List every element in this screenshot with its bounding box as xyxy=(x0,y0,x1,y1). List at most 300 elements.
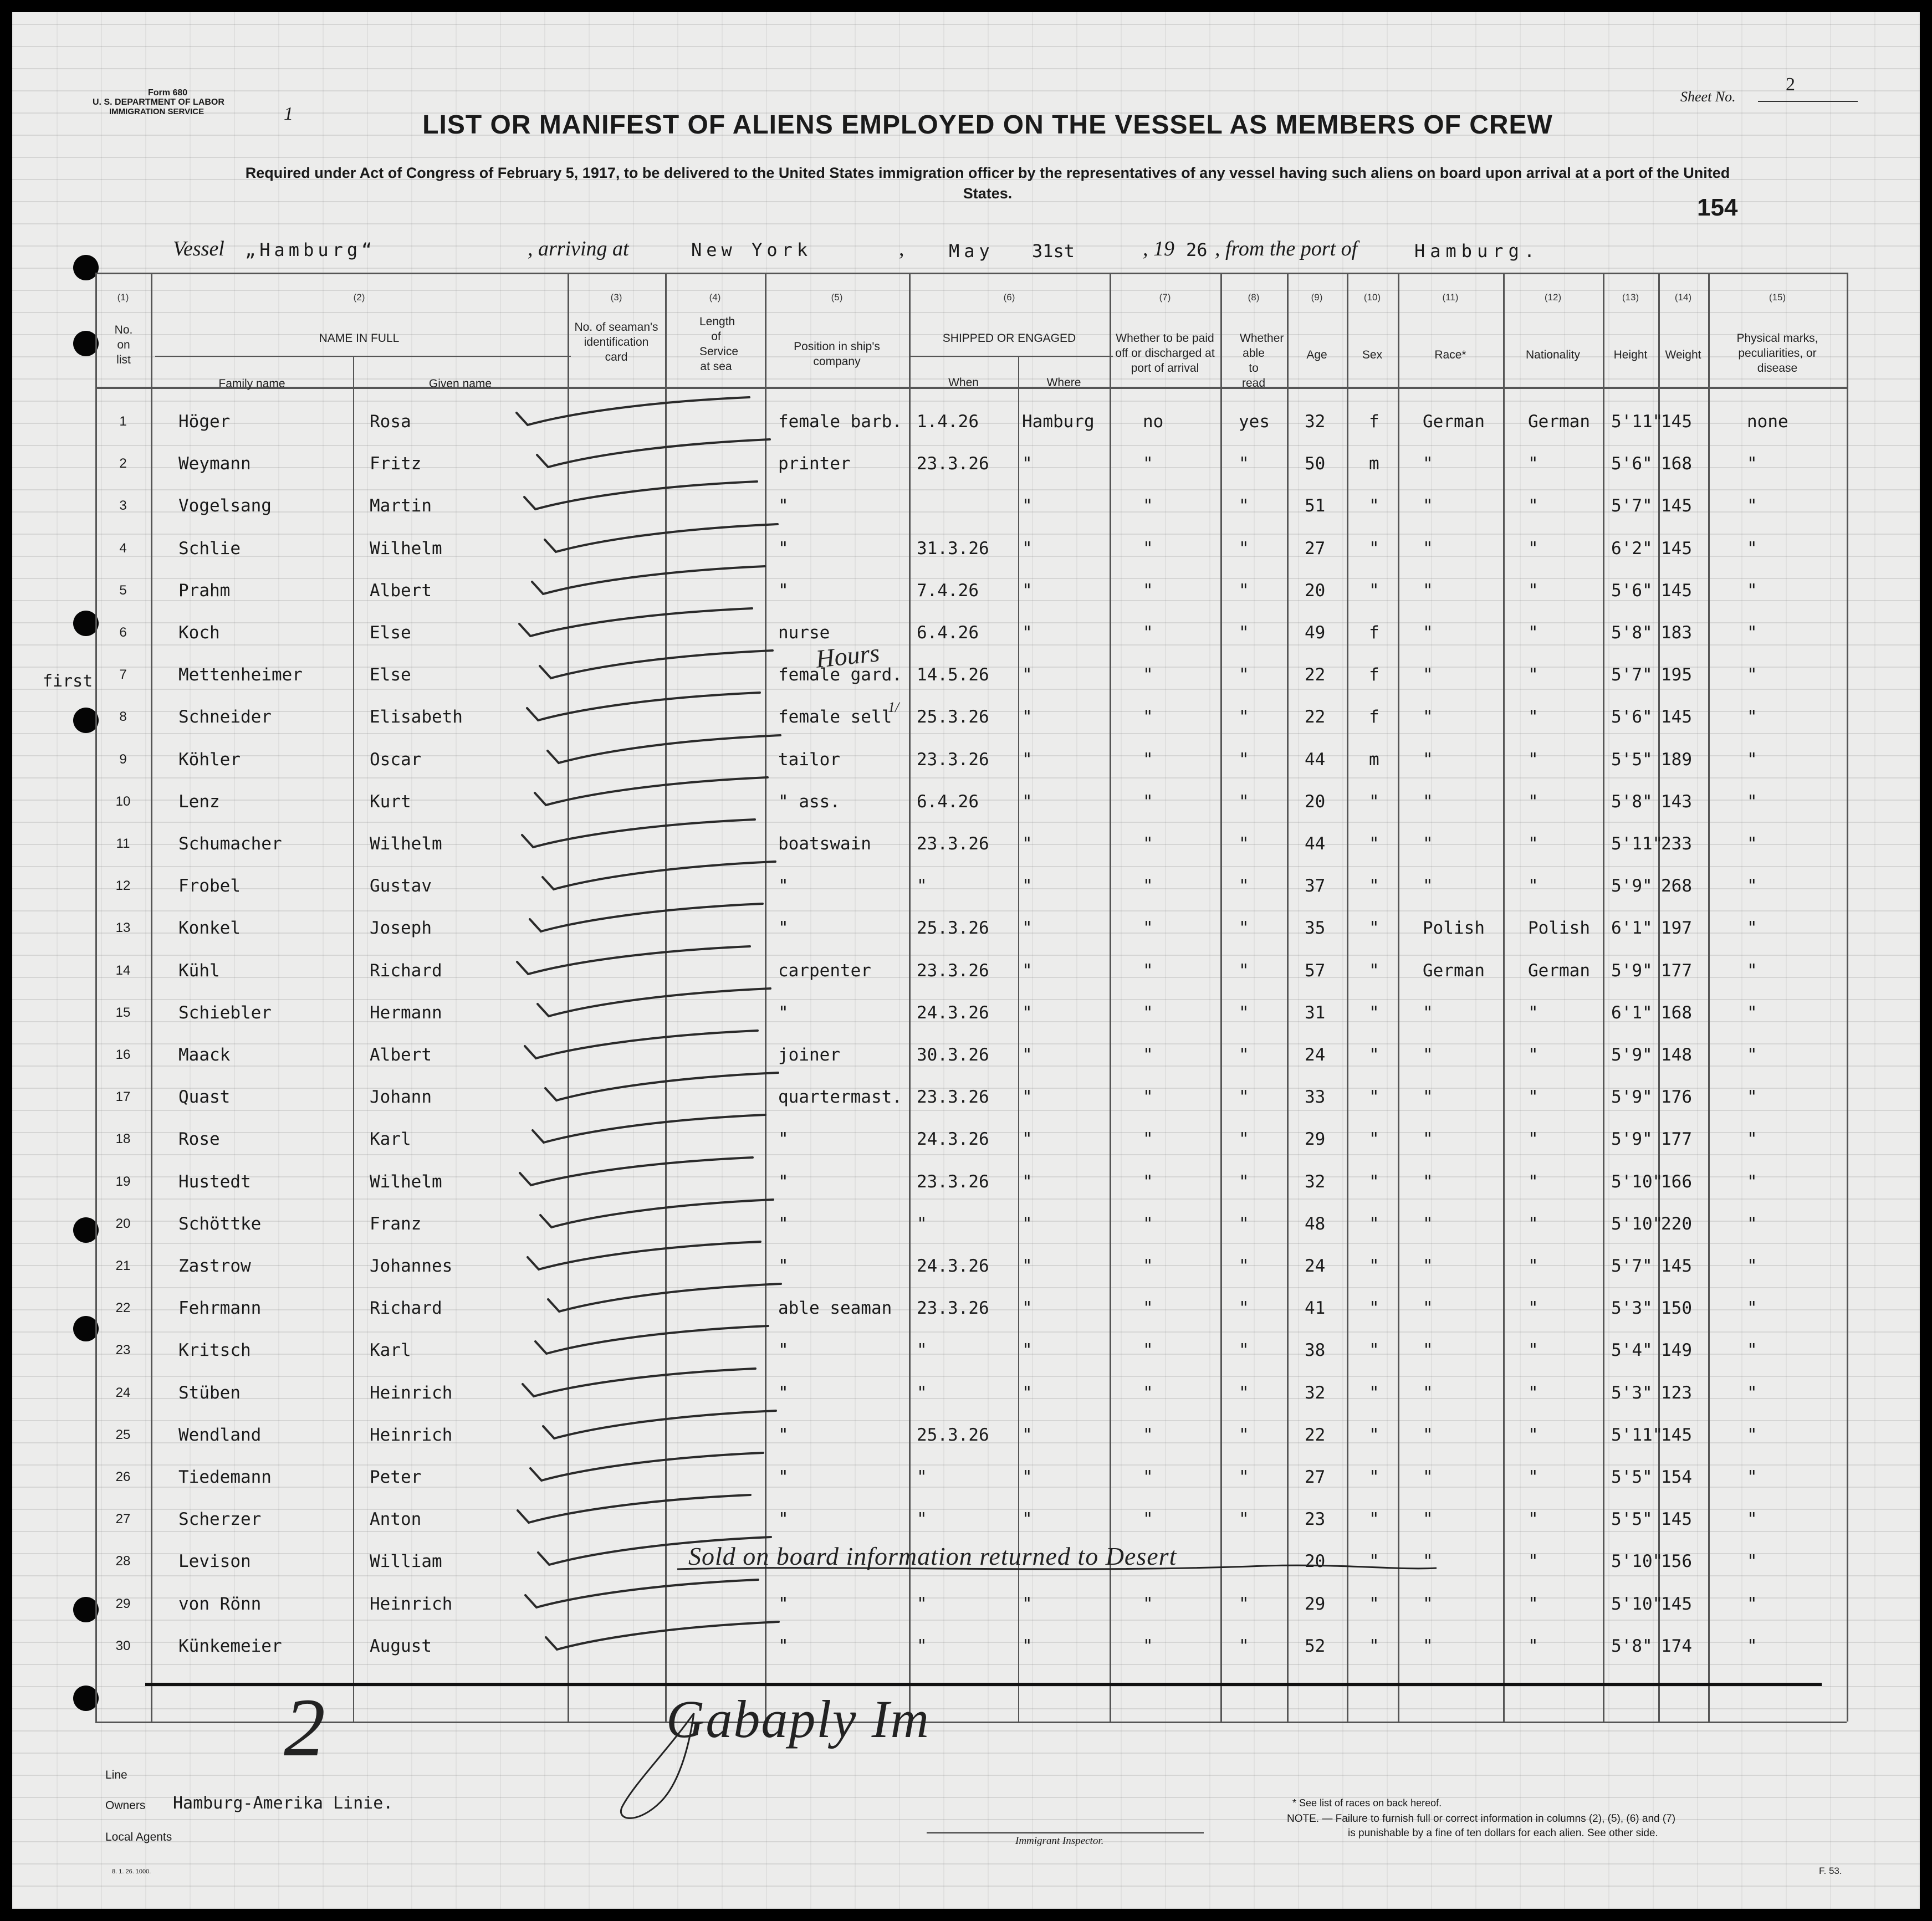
row-number: 26 xyxy=(115,1469,131,1484)
nationality: " xyxy=(1528,538,1539,559)
shipped-where: " xyxy=(1022,580,1033,601)
physical-marks: " xyxy=(1747,791,1757,812)
race: German xyxy=(1423,960,1485,981)
check-mark xyxy=(532,1410,842,1443)
sex: f xyxy=(1369,707,1379,728)
race: " xyxy=(1423,538,1433,559)
check-mark xyxy=(517,1241,827,1274)
form-number: Form 680 xyxy=(148,88,188,98)
sex: " xyxy=(1369,1509,1379,1530)
table-row xyxy=(12,1626,1920,1668)
height: 5'11" xyxy=(1611,834,1663,854)
race: " xyxy=(1423,580,1433,601)
race: " xyxy=(1423,1129,1433,1150)
physical-marks: " xyxy=(1747,1509,1757,1530)
able-to-read: " xyxy=(1239,1509,1249,1530)
nationality: Polish xyxy=(1528,918,1590,939)
shipped-where: " xyxy=(1022,1129,1033,1150)
age: 41 xyxy=(1305,1298,1326,1319)
table-row xyxy=(12,1288,1920,1330)
shipped-where: " xyxy=(1022,1594,1033,1614)
inspector-label: Immigrant Inspector. xyxy=(1015,1835,1104,1847)
weight: 176 xyxy=(1661,1087,1692,1108)
nationality: " xyxy=(1528,707,1539,728)
nationality: German xyxy=(1528,412,1590,432)
height: 5'6" xyxy=(1611,707,1653,728)
shipped-where: " xyxy=(1022,1467,1033,1487)
shipped-when: " xyxy=(917,1467,927,1487)
weight: 177 xyxy=(1661,960,1692,981)
nationality: " xyxy=(1528,1171,1539,1192)
able-to-read: " xyxy=(1239,1467,1249,1487)
column-header-given: Given name xyxy=(428,377,492,390)
vessel-label: Vessel xyxy=(173,237,224,260)
sex: " xyxy=(1369,791,1379,812)
height: 5'11" xyxy=(1611,412,1663,432)
weight: 168 xyxy=(1661,1002,1692,1023)
paid-off: " xyxy=(1143,1298,1153,1319)
shipped-when: 25.3.26 xyxy=(917,918,989,939)
nationality: " xyxy=(1528,1425,1539,1445)
row-number: 14 xyxy=(115,962,131,978)
row-number: 9 xyxy=(119,751,127,767)
nationality: " xyxy=(1528,791,1539,812)
paid-off: " xyxy=(1143,1087,1153,1108)
shipped-where: " xyxy=(1022,1045,1033,1065)
shipped-when: 14.5.26 xyxy=(917,665,989,685)
family-name: Scherzer xyxy=(178,1509,262,1530)
column-number: (5) xyxy=(831,292,843,303)
height: 5'7" xyxy=(1611,496,1653,516)
table-row xyxy=(12,1119,1920,1161)
shipped-where: " xyxy=(1022,1298,1033,1319)
family-name: Koch xyxy=(178,623,220,643)
weight: 233 xyxy=(1661,834,1692,854)
physical-marks: " xyxy=(1747,1467,1757,1487)
physical-marks: " xyxy=(1747,960,1757,981)
sex: " xyxy=(1369,1002,1379,1023)
row-number: 20 xyxy=(115,1216,131,1231)
age: 22 xyxy=(1305,1425,1326,1445)
departure-port: Hamburg. xyxy=(1414,240,1540,262)
shipped-where: " xyxy=(1022,665,1033,685)
race: " xyxy=(1423,834,1433,854)
able-to-read: " xyxy=(1239,918,1249,939)
sex: " xyxy=(1369,918,1379,939)
family-name: Mettenheimer xyxy=(178,665,303,685)
column-header-race: Race* xyxy=(1434,349,1466,361)
sex: f xyxy=(1369,665,1379,685)
sex: " xyxy=(1369,496,1379,516)
corner-mark: 1 xyxy=(284,104,293,124)
position: " xyxy=(778,1636,789,1656)
physical-marks: " xyxy=(1747,1171,1757,1192)
able-to-read: " xyxy=(1239,454,1249,474)
column-number: (13) xyxy=(1622,292,1639,303)
sex: " xyxy=(1369,834,1379,854)
row-number: 3 xyxy=(119,498,127,514)
shipped-when: 31.3.26 xyxy=(917,538,989,559)
check-mark xyxy=(516,691,826,725)
row-number: 2 xyxy=(119,456,127,472)
weight: 183 xyxy=(1661,623,1692,643)
table-row xyxy=(12,486,1920,527)
check-mark xyxy=(529,1198,840,1232)
sex: " xyxy=(1369,1382,1379,1403)
position: " xyxy=(778,1129,789,1150)
sex: " xyxy=(1369,1213,1379,1234)
check-mark xyxy=(519,903,829,939)
comma: , xyxy=(899,237,904,260)
column-header-service: Length of Service at sea xyxy=(699,315,739,373)
shipped-where: " xyxy=(1022,1340,1033,1361)
sex: " xyxy=(1369,1636,1379,1656)
family-name: Schneider xyxy=(178,707,272,728)
family-name: Prahm xyxy=(178,580,231,601)
weight: 189 xyxy=(1661,749,1692,770)
family-name: Fehrmann xyxy=(178,1298,262,1319)
sex: " xyxy=(1369,1298,1379,1319)
shipped-when: 23.3.26 xyxy=(917,454,989,474)
sheet-number: 2 xyxy=(1786,74,1795,95)
height: 5'3" xyxy=(1611,1298,1653,1319)
table-row xyxy=(12,1162,1920,1203)
given-name: Karl xyxy=(370,1129,411,1150)
paid-off: " xyxy=(1143,665,1153,685)
races-note: * See list of races on back hereof. xyxy=(1292,1797,1442,1809)
position: " xyxy=(778,580,789,601)
age: 32 xyxy=(1305,412,1326,432)
race: " xyxy=(1423,1298,1433,1319)
strike-line xyxy=(677,1558,1442,1580)
age: 57 xyxy=(1305,960,1326,981)
able-to-read: " xyxy=(1239,834,1249,854)
given-name: Anton xyxy=(370,1509,422,1530)
family-name: Kühl xyxy=(178,960,220,981)
sex: " xyxy=(1369,1087,1379,1108)
shipped-when: " xyxy=(917,1594,927,1614)
sex: " xyxy=(1369,1171,1379,1192)
physical-marks: " xyxy=(1747,1045,1757,1065)
family-name: Weymann xyxy=(178,454,251,474)
column-number: (10) xyxy=(1363,292,1381,303)
shipped-where: " xyxy=(1022,1636,1033,1656)
able-to-read: " xyxy=(1239,707,1249,728)
able-to-read: " xyxy=(1239,960,1249,981)
paid-off: " xyxy=(1143,538,1153,559)
race: German xyxy=(1423,412,1485,432)
table-row xyxy=(12,613,1920,654)
check-mark xyxy=(524,1325,835,1361)
sex: " xyxy=(1369,1594,1379,1614)
physical-marks: " xyxy=(1747,1551,1757,1572)
position: " xyxy=(778,1594,789,1614)
paid-off: " xyxy=(1143,580,1153,601)
race: " xyxy=(1423,1636,1433,1656)
nationality: " xyxy=(1528,1298,1539,1319)
family-name: Wendland xyxy=(178,1425,262,1445)
able-to-read: " xyxy=(1239,1002,1249,1023)
shipped-when: 7.4.26 xyxy=(917,580,979,601)
sex: " xyxy=(1369,1467,1379,1487)
column-number: (4) xyxy=(709,292,721,303)
nationality: " xyxy=(1528,1002,1539,1023)
arrival-day: 31st xyxy=(1032,240,1075,262)
height: 6'2" xyxy=(1611,538,1653,559)
page-title: LIST OR MANIFEST OF ALIENS EMPLOYED ON THE VESSEL AS MEMBERS OF CREW xyxy=(422,110,1553,140)
check-mark xyxy=(521,565,831,598)
age: 49 xyxy=(1305,623,1326,643)
table-row xyxy=(12,529,1920,570)
signature-flourish xyxy=(600,1708,722,1830)
weight: 145 xyxy=(1661,707,1692,728)
able-to-read: " xyxy=(1239,1382,1249,1403)
vessel-name: „Hamburg“ xyxy=(245,239,376,260)
given-name: Richard xyxy=(370,1298,442,1319)
able-to-read: " xyxy=(1239,1129,1249,1150)
paid-off: " xyxy=(1143,960,1153,981)
table-row xyxy=(12,1584,1920,1626)
height: 5'9" xyxy=(1611,1045,1653,1065)
row-number: 4 xyxy=(119,540,127,556)
physical-marks: " xyxy=(1747,1425,1757,1445)
column-header-where: Where xyxy=(1046,376,1081,389)
weight: 149 xyxy=(1661,1340,1692,1361)
row-number: 5 xyxy=(119,582,127,598)
row-number: 25 xyxy=(115,1427,131,1442)
row-number: 15 xyxy=(115,1005,131,1020)
able-to-read: " xyxy=(1239,1256,1249,1276)
age: 22 xyxy=(1305,665,1326,685)
check-mark xyxy=(508,607,819,641)
weight: 145 xyxy=(1661,412,1692,432)
position: tailor xyxy=(778,749,840,770)
family-name: Rose xyxy=(178,1129,220,1150)
shipped-when: 25.3.26 xyxy=(917,1425,989,1445)
age: 33 xyxy=(1305,1087,1326,1108)
table-row xyxy=(12,824,1920,865)
paid-off: " xyxy=(1143,749,1153,770)
race: " xyxy=(1423,1340,1433,1361)
row-number: 21 xyxy=(115,1258,131,1273)
paid-off: " xyxy=(1143,623,1153,643)
table-row xyxy=(12,655,1920,696)
race: " xyxy=(1423,1213,1433,1234)
column-header-nationality: Nationality xyxy=(1525,349,1581,361)
age: 29 xyxy=(1305,1594,1326,1614)
family-name: Hustedt xyxy=(178,1171,251,1192)
nationality: " xyxy=(1528,1636,1539,1656)
shipped-where: " xyxy=(1022,1087,1033,1108)
row-number: 29 xyxy=(115,1596,131,1611)
check-mark xyxy=(524,776,834,810)
table-bottom-rule xyxy=(95,1722,1847,1723)
position: quartermast. xyxy=(778,1087,902,1108)
family-name: Tiedemann xyxy=(178,1467,272,1487)
age: 35 xyxy=(1305,918,1326,939)
family-name: von Rönn xyxy=(178,1594,262,1614)
weight: 177 xyxy=(1661,1129,1692,1150)
shipped-when: 1.4.26 xyxy=(917,412,979,432)
height: 6'1" xyxy=(1611,1002,1653,1023)
sex: " xyxy=(1369,1551,1379,1572)
nationality: " xyxy=(1528,1509,1539,1530)
column-number: (14) xyxy=(1674,292,1692,303)
shipped-when: 23.3.26 xyxy=(917,1298,989,1319)
nationality: " xyxy=(1528,1594,1539,1614)
stamp-number: 154 xyxy=(1697,194,1738,221)
sex: " xyxy=(1369,1425,1379,1445)
height: 5'5" xyxy=(1611,1509,1653,1530)
position: " xyxy=(778,1002,789,1023)
nationality: " xyxy=(1528,1213,1539,1234)
age: 22 xyxy=(1305,707,1326,728)
age: 51 xyxy=(1305,496,1326,516)
paid-off: " xyxy=(1143,1425,1153,1445)
physical-marks: " xyxy=(1747,1340,1757,1361)
height: 5'10" xyxy=(1611,1594,1663,1614)
able-to-read: " xyxy=(1239,1636,1249,1656)
family-name: Schiebler xyxy=(178,1002,272,1023)
age: 23 xyxy=(1305,1509,1326,1530)
table-row xyxy=(12,993,1920,1034)
able-to-read: " xyxy=(1239,876,1249,897)
given-name: Johannes xyxy=(370,1256,453,1276)
print-code: 8. 1. 26. 1000. xyxy=(112,1868,151,1875)
height: 5'9" xyxy=(1611,876,1653,897)
nationality: " xyxy=(1528,1382,1539,1403)
physical-marks: " xyxy=(1747,580,1757,601)
sex: m xyxy=(1369,749,1379,770)
shipped-when: 30.3.26 xyxy=(917,1045,989,1065)
check-mark xyxy=(511,818,821,852)
check-mark xyxy=(519,1452,830,1485)
shipped-when: " xyxy=(917,1340,927,1361)
check-mark xyxy=(527,987,837,1021)
family-name: Stüben xyxy=(178,1382,241,1403)
position: boatswain xyxy=(778,834,871,854)
height: 5'9" xyxy=(1611,1129,1653,1150)
shipped-when: " xyxy=(917,876,927,897)
subtitle: Required under Act of Congress of February 5, 1917, to be delivered to the United States immigration officer by the representatives of any vessel having such aliens on board upon arrival at a port of the United States. xyxy=(245,165,1730,202)
age: 32 xyxy=(1305,1171,1326,1192)
handwritten-number: 2 xyxy=(284,1682,325,1774)
position: " xyxy=(778,1213,789,1234)
nationality: " xyxy=(1528,1045,1539,1065)
able-to-read: " xyxy=(1239,1171,1249,1192)
able-to-read: " xyxy=(1239,791,1249,812)
shipped-when: 23.3.26 xyxy=(917,1087,989,1108)
given-name: Karl xyxy=(370,1340,411,1361)
family-name: Köhler xyxy=(178,749,241,770)
column-header-weight: Weight xyxy=(1665,349,1701,361)
position: " xyxy=(778,1467,789,1487)
height: 6'1" xyxy=(1611,918,1653,939)
family-name: Künkemeier xyxy=(178,1636,282,1656)
race: " xyxy=(1423,1171,1433,1192)
family-name: Konkel xyxy=(178,918,241,939)
check-mark xyxy=(514,1029,824,1063)
able-to-read: " xyxy=(1239,1213,1249,1234)
physical-marks: none xyxy=(1747,412,1788,432)
column-number: (8) xyxy=(1248,292,1260,303)
physical-marks: " xyxy=(1747,1087,1757,1108)
position: nurse xyxy=(778,623,830,643)
given-name: Else xyxy=(370,623,411,643)
shipped-where: " xyxy=(1022,1171,1033,1192)
line-label: Line xyxy=(105,1769,127,1781)
table-row xyxy=(12,740,1920,781)
shipped-where: " xyxy=(1022,834,1033,854)
table-row xyxy=(12,1077,1920,1119)
family-name: Schumacher xyxy=(178,834,282,854)
check-mark xyxy=(512,1367,822,1401)
weight: 145 xyxy=(1661,538,1692,559)
column-number: (15) xyxy=(1769,292,1786,303)
column-number: (1) xyxy=(117,292,129,303)
penalty-note-2: is punishable by a fine of ten dollars for each alien. See other side. xyxy=(1348,1827,1658,1839)
table-row xyxy=(12,908,1920,950)
shipped-when: 6.4.26 xyxy=(917,623,979,643)
row-number: 30 xyxy=(115,1638,131,1653)
row-number: 17 xyxy=(115,1089,131,1105)
check-mark xyxy=(535,1621,845,1654)
column-header-name: NAME IN FULL xyxy=(319,332,400,345)
shipped-where: Hamburg xyxy=(1022,412,1095,432)
position: " xyxy=(778,1256,789,1276)
physical-marks: " xyxy=(1747,496,1757,516)
department: U. S. DEPARTMENT OF LABOR xyxy=(93,98,224,107)
paid-off: " xyxy=(1143,1509,1153,1530)
race: " xyxy=(1423,1594,1433,1614)
service: IMMIGRATION SERVICE xyxy=(109,107,205,116)
given-name: Oscar xyxy=(370,749,422,770)
sex: m xyxy=(1369,454,1379,474)
nationality: " xyxy=(1528,1129,1539,1150)
weight: 145 xyxy=(1661,1509,1692,1530)
shipped-when: 25.3.26 xyxy=(917,707,989,728)
position: female barb. xyxy=(778,412,902,432)
column-number: (2) xyxy=(353,292,365,303)
race: " xyxy=(1423,665,1433,685)
check-mark xyxy=(507,1494,817,1530)
paid-off: " xyxy=(1143,1045,1153,1065)
able-to-read: " xyxy=(1239,496,1249,516)
shipped-where: " xyxy=(1022,960,1033,981)
owners-value: Hamburg-Amerika Linie. xyxy=(173,1794,393,1813)
given-name: Joseph xyxy=(370,918,432,939)
weight: 195 xyxy=(1661,665,1692,685)
race: " xyxy=(1423,1509,1433,1530)
shipped-where: " xyxy=(1022,1425,1033,1445)
row-number: 13 xyxy=(115,920,131,936)
physical-marks: " xyxy=(1747,1002,1757,1023)
weight: 197 xyxy=(1661,918,1692,939)
height: 5'8" xyxy=(1611,791,1653,812)
shipped-when: " xyxy=(917,1213,927,1234)
column-header-read: Whether able to read xyxy=(1240,332,1284,390)
shipped-where: " xyxy=(1022,454,1033,474)
column-header-when: When xyxy=(948,376,979,389)
check-mark xyxy=(509,1156,819,1190)
given-name: Martin xyxy=(370,496,432,516)
given-name: Albert xyxy=(370,1045,432,1065)
shipped-where: " xyxy=(1022,749,1033,770)
row-number: 28 xyxy=(115,1554,131,1569)
weight: 168 xyxy=(1661,454,1692,474)
age: 20 xyxy=(1305,791,1326,812)
age: 52 xyxy=(1305,1636,1326,1656)
